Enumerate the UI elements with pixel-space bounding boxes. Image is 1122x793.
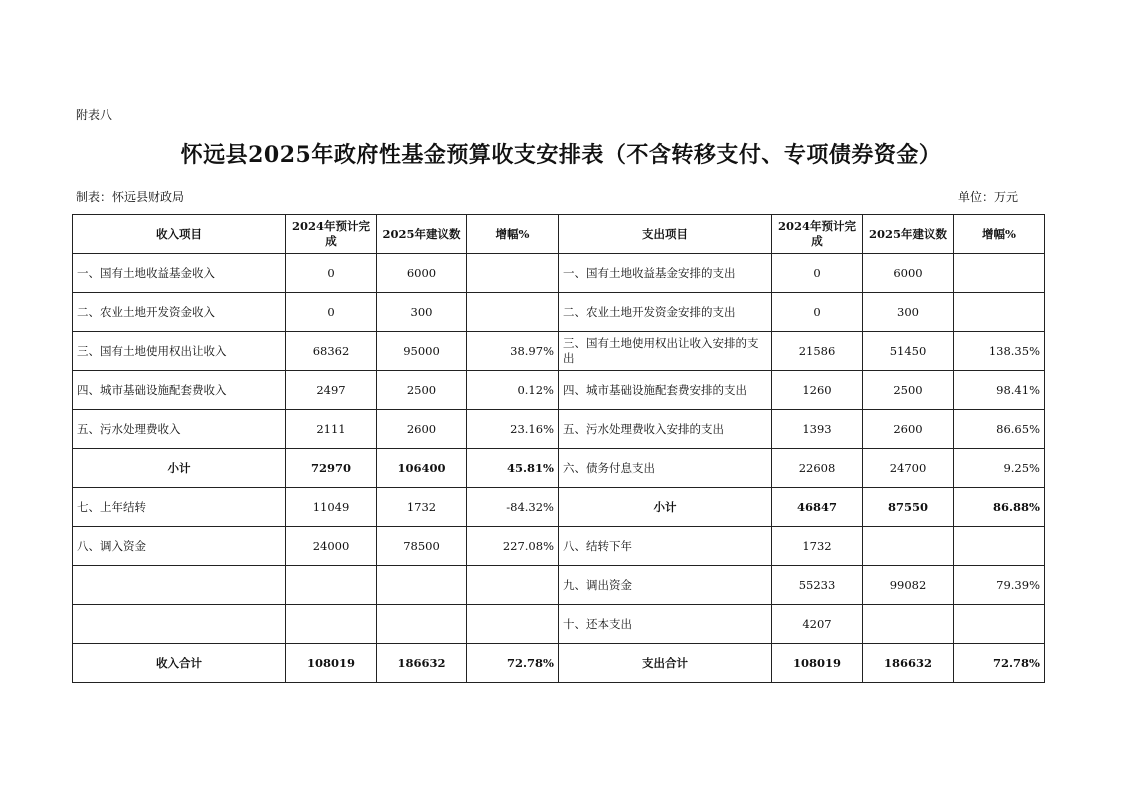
table-row bbox=[73, 488, 1045, 527]
table-header-row bbox=[73, 215, 1045, 254]
expense-subtotal-2025: 87550 bbox=[863, 488, 954, 527]
expense-item: 一、国有土地收益基金安排的支出 bbox=[559, 254, 772, 293]
income-item: 四、城市基础设施配套费收入 bbox=[73, 371, 286, 410]
expense-subtotal-2024: 46847 bbox=[772, 488, 863, 527]
table-row bbox=[73, 293, 1045, 332]
expense-2024: 1393 bbox=[772, 410, 863, 449]
expense-2024: 0 bbox=[772, 254, 863, 293]
expense-total-2024: 108019 bbox=[772, 644, 863, 683]
header-income-growth: 增幅% bbox=[467, 215, 559, 254]
expense-2025: 51450 bbox=[863, 332, 954, 371]
header-expense-2024: 2024年预计完成 bbox=[772, 215, 863, 254]
income-2025: 95000 bbox=[377, 332, 467, 371]
expense-2024: 4207 bbox=[772, 605, 863, 644]
income-2025: 78500 bbox=[377, 527, 467, 566]
income-item: 七、上年结转 bbox=[73, 488, 286, 527]
income-growth: 38.97% bbox=[467, 332, 559, 371]
income-item: 二、农业土地开发资金收入 bbox=[73, 293, 286, 332]
income-total-2024: 108019 bbox=[286, 644, 377, 683]
table-row bbox=[73, 254, 1045, 293]
table-row bbox=[73, 449, 1045, 488]
income-growth bbox=[467, 293, 559, 332]
expense-item: 六、债务付息支出 bbox=[559, 449, 772, 488]
attachment-label: 附表八 bbox=[76, 108, 113, 122]
income-2025 bbox=[377, 566, 467, 605]
expense-2025: 6000 bbox=[863, 254, 954, 293]
income-item: 三、国有土地使用权出让收入 bbox=[73, 332, 286, 371]
income-growth: 227.08% bbox=[467, 527, 559, 566]
expense-growth: 98.41% bbox=[954, 371, 1045, 410]
expense-growth bbox=[954, 605, 1045, 644]
expense-2024: 0 bbox=[772, 293, 863, 332]
income-2024 bbox=[286, 566, 377, 605]
expense-item: 二、农业土地开发资金安排的支出 bbox=[559, 293, 772, 332]
income-2024: 2497 bbox=[286, 371, 377, 410]
income-total-2025: 186632 bbox=[377, 644, 467, 683]
expense-item: 五、污水处理费收入安排的支出 bbox=[559, 410, 772, 449]
expense-2025: 300 bbox=[863, 293, 954, 332]
income-2024: 11049 bbox=[286, 488, 377, 527]
expense-growth bbox=[954, 293, 1045, 332]
income-item: 一、国有土地收益基金收入 bbox=[73, 254, 286, 293]
expense-total-2025: 186632 bbox=[863, 644, 954, 683]
income-2024: 24000 bbox=[286, 527, 377, 566]
table-row bbox=[73, 410, 1045, 449]
income-subtotal-2024: 72970 bbox=[286, 449, 377, 488]
expense-2025 bbox=[863, 527, 954, 566]
table-total-row bbox=[73, 644, 1045, 683]
expense-total-label: 支出合计 bbox=[559, 644, 772, 683]
expense-item: 四、城市基础设施配套费安排的支出 bbox=[559, 371, 772, 410]
expense-growth bbox=[954, 254, 1045, 293]
expense-item: 九、调出资金 bbox=[559, 566, 772, 605]
expense-2025: 99082 bbox=[863, 566, 954, 605]
income-item bbox=[73, 566, 286, 605]
income-item: 五、污水处理费收入 bbox=[73, 410, 286, 449]
income-2024 bbox=[286, 605, 377, 644]
income-growth: 0.12% bbox=[467, 371, 559, 410]
income-2024: 0 bbox=[286, 293, 377, 332]
header-expense-item: 支出项目 bbox=[559, 215, 772, 254]
expense-item: 八、结转下年 bbox=[559, 527, 772, 566]
expense-2025: 24700 bbox=[863, 449, 954, 488]
expense-growth: 79.39% bbox=[954, 566, 1045, 605]
income-growth: -84.32% bbox=[467, 488, 559, 527]
income-2025: 1732 bbox=[377, 488, 467, 527]
income-total-label: 收入合计 bbox=[73, 644, 286, 683]
expense-growth bbox=[954, 527, 1045, 566]
expense-2025: 2600 bbox=[863, 410, 954, 449]
income-subtotal-growth: 45.81% bbox=[467, 449, 559, 488]
income-2025: 6000 bbox=[377, 254, 467, 293]
income-2025 bbox=[377, 605, 467, 644]
expense-2025 bbox=[863, 605, 954, 644]
expense-item: 十、还本支出 bbox=[559, 605, 772, 644]
prepared-by: 制表：怀远县财政局 bbox=[76, 190, 185, 204]
budget-table bbox=[72, 214, 1045, 683]
income-2025: 300 bbox=[377, 293, 467, 332]
income-growth bbox=[467, 254, 559, 293]
expense-2025: 2500 bbox=[863, 371, 954, 410]
expense-growth: 138.35% bbox=[954, 332, 1045, 371]
header-expense-2025: 2025年建议数 bbox=[863, 215, 954, 254]
table-row bbox=[73, 332, 1045, 371]
unit-label: 单位：万元 bbox=[957, 190, 1018, 204]
header-expense-growth: 增幅% bbox=[954, 215, 1045, 254]
table-row bbox=[73, 605, 1045, 644]
income-2025: 2500 bbox=[377, 371, 467, 410]
expense-subtotal-label: 小计 bbox=[559, 488, 772, 527]
expense-2024: 1732 bbox=[772, 527, 863, 566]
expense-total-growth: 72.78% bbox=[954, 644, 1045, 683]
expense-growth: 9.25% bbox=[954, 449, 1045, 488]
income-growth bbox=[467, 566, 559, 605]
expense-item: 三、国有土地使用权出让收入安排的支出 bbox=[559, 332, 772, 371]
header-income-2025: 2025年建议数 bbox=[377, 215, 467, 254]
income-growth: 23.16% bbox=[467, 410, 559, 449]
income-2024: 68362 bbox=[286, 332, 377, 371]
table-row bbox=[73, 371, 1045, 410]
expense-2024: 1260 bbox=[772, 371, 863, 410]
table-row bbox=[73, 527, 1045, 566]
income-item: 八、调入资金 bbox=[73, 527, 286, 566]
expense-2024: 21586 bbox=[772, 332, 863, 371]
income-total-growth: 72.78% bbox=[467, 644, 559, 683]
income-2024: 0 bbox=[286, 254, 377, 293]
income-2025: 2600 bbox=[377, 410, 467, 449]
expense-growth: 86.65% bbox=[954, 410, 1045, 449]
income-2024: 2111 bbox=[286, 410, 377, 449]
expense-2024: 55233 bbox=[772, 566, 863, 605]
page-title: 怀远县2025年政府性基金预算收支安排表（不含转移支付、专项债券资金） bbox=[180, 142, 942, 168]
income-item bbox=[73, 605, 286, 644]
income-growth bbox=[467, 605, 559, 644]
header-income-item: 收入项目 bbox=[73, 215, 286, 254]
header-income-2024: 2024年预计完成 bbox=[286, 215, 377, 254]
table-row bbox=[73, 566, 1045, 605]
income-subtotal-2025: 106400 bbox=[377, 449, 467, 488]
expense-2024: 22608 bbox=[772, 449, 863, 488]
income-subtotal-label: 小计 bbox=[73, 449, 286, 488]
expense-subtotal-growth: 86.88% bbox=[954, 488, 1045, 527]
